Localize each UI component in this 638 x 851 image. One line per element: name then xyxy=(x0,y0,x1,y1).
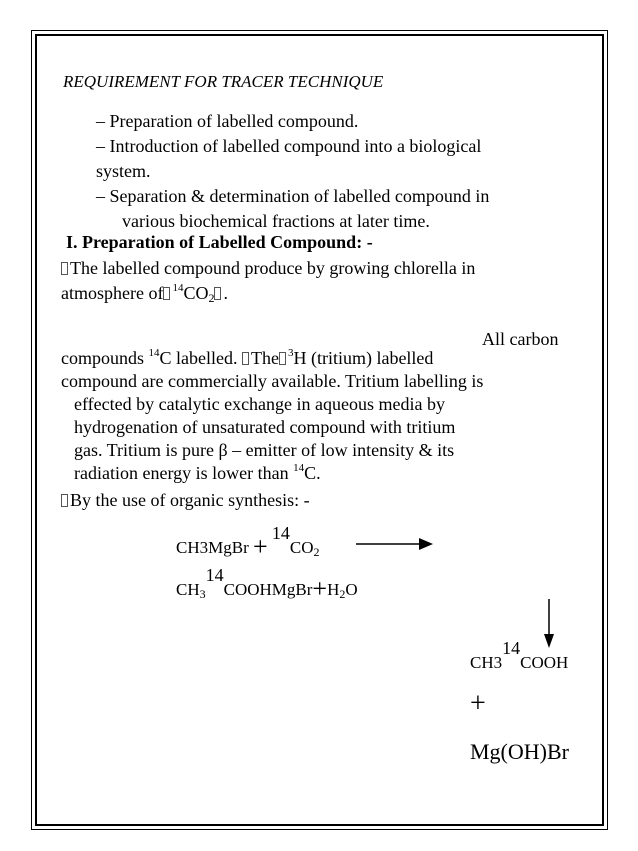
bullet-glyph xyxy=(214,287,221,300)
paragraph-line xyxy=(61,258,475,278)
down-arrow-icon xyxy=(542,598,556,650)
text: atmosphere of xyxy=(61,283,164,303)
text: C labelled. xyxy=(159,348,242,368)
product-plus-sign: + xyxy=(470,688,486,719)
requirement-item-2-cont: system. xyxy=(96,161,151,181)
paragraph-line: compound are commercially available. Tritium labelling is xyxy=(61,371,484,391)
paragraph-line xyxy=(61,283,228,306)
subscript: 2 xyxy=(313,545,320,559)
synthesis-line xyxy=(61,490,310,510)
superscript: 3 xyxy=(287,347,294,359)
bullet-glyph xyxy=(279,352,286,365)
isotope-superscript: 14 xyxy=(502,638,521,658)
reactant-co2: CO xyxy=(289,538,314,557)
superscript: 14 xyxy=(293,462,305,474)
product-acetic-acid xyxy=(470,638,569,673)
isotope-superscript: 14 xyxy=(271,523,290,543)
reaction-line-1 xyxy=(176,523,320,561)
text: H (tritium) labelled xyxy=(293,348,434,368)
superscript: 14 xyxy=(172,282,184,294)
bullet-glyph xyxy=(61,262,68,275)
all-carbon-text: All carbon xyxy=(482,329,559,349)
bullet-glyph xyxy=(61,494,68,507)
text: CH3 xyxy=(470,653,503,672)
plus-sign: + xyxy=(312,574,328,603)
text: The xyxy=(250,348,279,368)
product-mgohbr: Mg(OH)Br xyxy=(470,739,569,764)
text: C. xyxy=(304,463,321,483)
requirement-item-1: – Preparation of labelled compound. xyxy=(96,111,359,131)
requirement-item-3: – Separation & determination of labelled compound in xyxy=(96,186,490,206)
text: CO xyxy=(183,283,209,303)
text: CH xyxy=(176,580,200,599)
text: COOHMgBr xyxy=(223,580,313,599)
requirement-item-3-cont: various biochemical fractions at later time. xyxy=(122,211,430,231)
text: H xyxy=(327,580,340,599)
paragraph-line: effected by catalytic exchange in aqueous media by xyxy=(74,394,446,414)
paragraph-line xyxy=(61,348,433,371)
reaction-line-2 xyxy=(176,565,358,603)
paragraph-line: gas. Tritium is pure β – emitter of low intensity & its xyxy=(74,440,455,460)
text: COOH xyxy=(520,653,569,672)
section-heading: REQUIREMENT FOR TRACER TECHNIQUE xyxy=(63,72,384,91)
subscript: 2 xyxy=(339,587,346,601)
bullet-glyph xyxy=(163,287,170,300)
reactant-ch3mgbr: CH3MgBr xyxy=(176,538,249,557)
paragraph-line: hydrogenation of unsaturated compound with tritium xyxy=(74,417,456,437)
text: compounds xyxy=(61,348,149,368)
text: O xyxy=(345,580,358,599)
subscript: 2 xyxy=(208,291,215,305)
subscript: 3 xyxy=(199,587,206,601)
text: radiation energy is lower than xyxy=(74,463,294,483)
paragraph-line xyxy=(74,463,321,486)
superscript: 14 xyxy=(148,347,160,359)
plus-sign: + xyxy=(252,532,268,561)
text: By the use of organic synthesis: - xyxy=(70,490,310,510)
text: The labelled compound produce by growing chlorella in xyxy=(70,258,476,278)
text: . xyxy=(223,283,228,303)
bullet-glyph xyxy=(242,352,249,365)
subsection-title: I. Preparation of Labelled Compound: - xyxy=(66,232,373,252)
reaction-arrow-icon xyxy=(355,536,435,552)
requirement-item-2: – Introduction of labelled compound into a biological xyxy=(96,136,482,156)
isotope-superscript: 14 xyxy=(205,565,224,585)
